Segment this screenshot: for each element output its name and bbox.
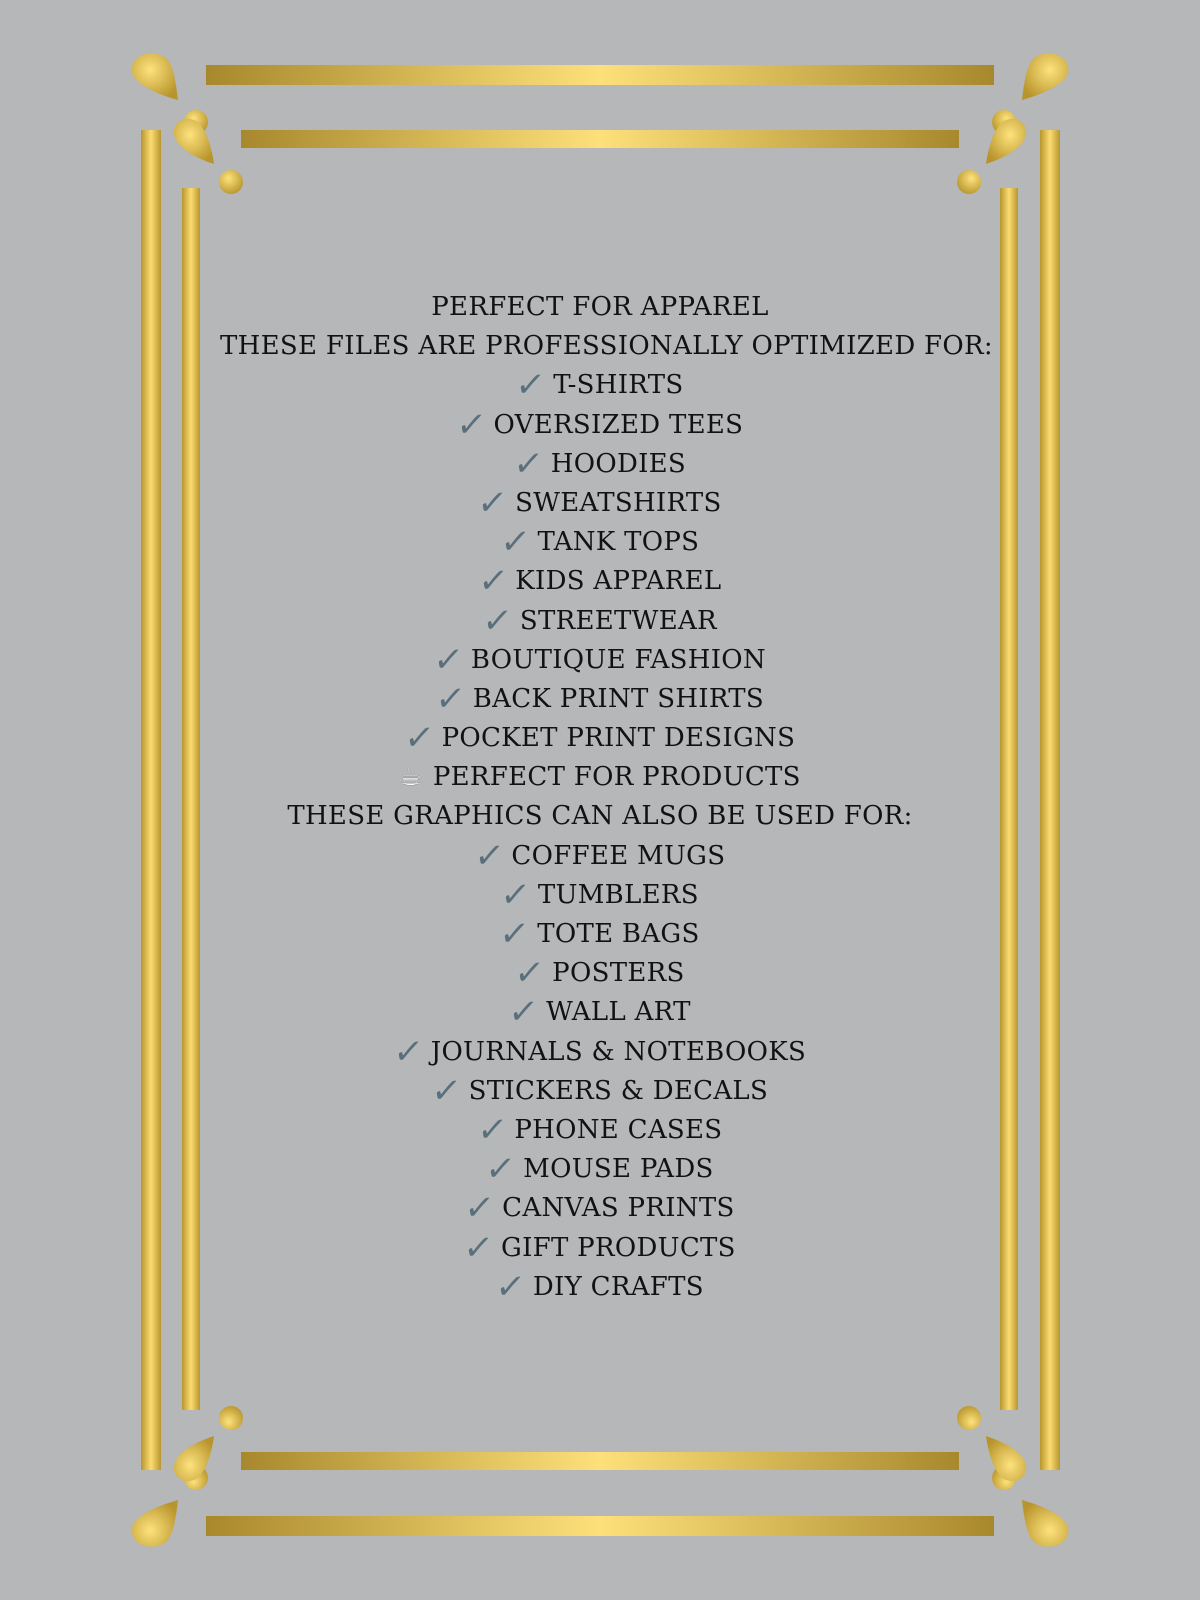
list-item-label: POSTERS — [552, 958, 685, 989]
list-item — [220, 366, 980, 405]
list-item-label: PHONE CASES — [514, 1114, 723, 1145]
checkmark-icon: ✓ — [512, 953, 548, 994]
checkmark-icon: ✓ — [391, 1031, 426, 1072]
list-item — [220, 1033, 980, 1072]
checkmark-icon: ✓ — [498, 874, 533, 915]
checkmark-icon: ✓ — [513, 365, 549, 406]
bottom-outer-bar — [206, 1516, 994, 1536]
checkmark-icon: ✓ — [475, 561, 511, 602]
list-item-label: TUMBLERS — [537, 879, 699, 910]
list-item — [220, 719, 980, 758]
list-item — [220, 445, 980, 484]
list-item-label: T-SHIRTS — [553, 370, 684, 401]
products-title: PERFECT FOR PRODUCTS — [432, 762, 801, 793]
list-item-label: OVERSIZED TEES — [493, 409, 744, 440]
checkmark-icon: ✓ — [475, 482, 511, 523]
list-item — [220, 523, 980, 562]
list-item-label: BACK PRINT SHIRTS — [472, 683, 765, 714]
checkmark-icon: ✓ — [511, 443, 546, 484]
right-outer-bar — [1040, 130, 1060, 1470]
checkmark-icon: ✓ — [433, 678, 468, 719]
list-item-label: TOTE BAGS — [537, 919, 700, 949]
left-outer-bar — [141, 130, 161, 1470]
list-item-label: JOURNALS & NOTEBOOKS — [430, 1036, 807, 1067]
checkmark-icon: ✓ — [483, 1149, 519, 1190]
products-title-line — [220, 758, 980, 797]
checkmark-icon: ✓ — [493, 1266, 528, 1307]
list-item — [220, 993, 980, 1032]
list-item-label: BOUTIQUE FASHION — [470, 644, 766, 675]
list-item — [220, 1229, 980, 1268]
product-list — [220, 837, 980, 1307]
apparel-list — [220, 366, 980, 758]
list-item-label: STICKERS & DECALS — [468, 1075, 769, 1106]
apparel-subtitle: THESE FILES ARE PROFESSIONALLY OPTIMIZED FOR: — [220, 331, 993, 362]
list-item-label: CANVAS PRINTS — [502, 1193, 735, 1224]
checkmark-icon: ✓ — [461, 1227, 496, 1268]
list-item — [220, 680, 980, 719]
list-item-label: STREETWEAR — [519, 605, 717, 636]
bottom-inner-bar — [241, 1452, 959, 1470]
list-item — [220, 837, 980, 876]
checkmark-icon: ✓ — [506, 992, 541, 1033]
checkmark-icon: ✓ — [462, 1188, 498, 1229]
checkmark-icon: ✓ — [480, 600, 515, 641]
list-item-label: MOUSE PADS — [523, 1154, 714, 1185]
list-item — [220, 1111, 980, 1150]
list-item — [220, 484, 980, 523]
list-item — [220, 562, 980, 601]
checkmark-icon: ✓ — [453, 404, 489, 445]
left-inner-bar — [182, 188, 200, 1410]
list-item-label: SWEATSHIRTS — [515, 487, 722, 518]
list-item-label: TANK TOPS — [537, 527, 700, 558]
feature-list — [220, 288, 993, 1307]
list-item — [220, 1150, 980, 1189]
checkmark-icon: ✓ — [471, 835, 507, 876]
list-item-label: WALL ART — [546, 997, 691, 1028]
checkmark-icon: ✓ — [497, 914, 533, 954]
list-item — [220, 406, 980, 445]
apparel-title: PERFECT FOR APPAREL — [431, 292, 769, 322]
list-item-label: POCKET PRINT DESIGNS — [441, 723, 796, 754]
list-item — [220, 1268, 980, 1307]
list-item — [220, 602, 980, 641]
list-item — [220, 954, 980, 993]
products-subtitle: THESE GRAPHICS CAN ALSO BE USED FOR: — [287, 801, 913, 832]
checkmark-icon: ✓ — [429, 1070, 464, 1111]
list-item-label: HOODIES — [550, 448, 687, 479]
checkmark-icon: ✓ — [497, 522, 533, 563]
list-item-label: KIDS APPAREL — [515, 566, 722, 597]
list-item-label: GIFT PRODUCTS — [501, 1232, 736, 1263]
list-item — [220, 915, 980, 954]
list-item-label: DIY CRAFTS — [532, 1271, 704, 1302]
top-outer-bar — [206, 65, 994, 85]
checkmark-icon: ✓ — [402, 718, 437, 759]
coffee-cup-icon: ☕ — [399, 762, 423, 793]
checkmark-icon: ✓ — [431, 639, 466, 680]
right-inner-bar — [1000, 188, 1018, 1410]
list-item — [220, 1072, 980, 1111]
list-item — [220, 641, 980, 680]
list-item — [220, 876, 980, 915]
top-inner-bar — [241, 130, 959, 148]
checkmark-icon: ✓ — [474, 1109, 510, 1150]
list-item-label: COFFEE MUGS — [511, 840, 726, 871]
list-item — [220, 1189, 980, 1228]
